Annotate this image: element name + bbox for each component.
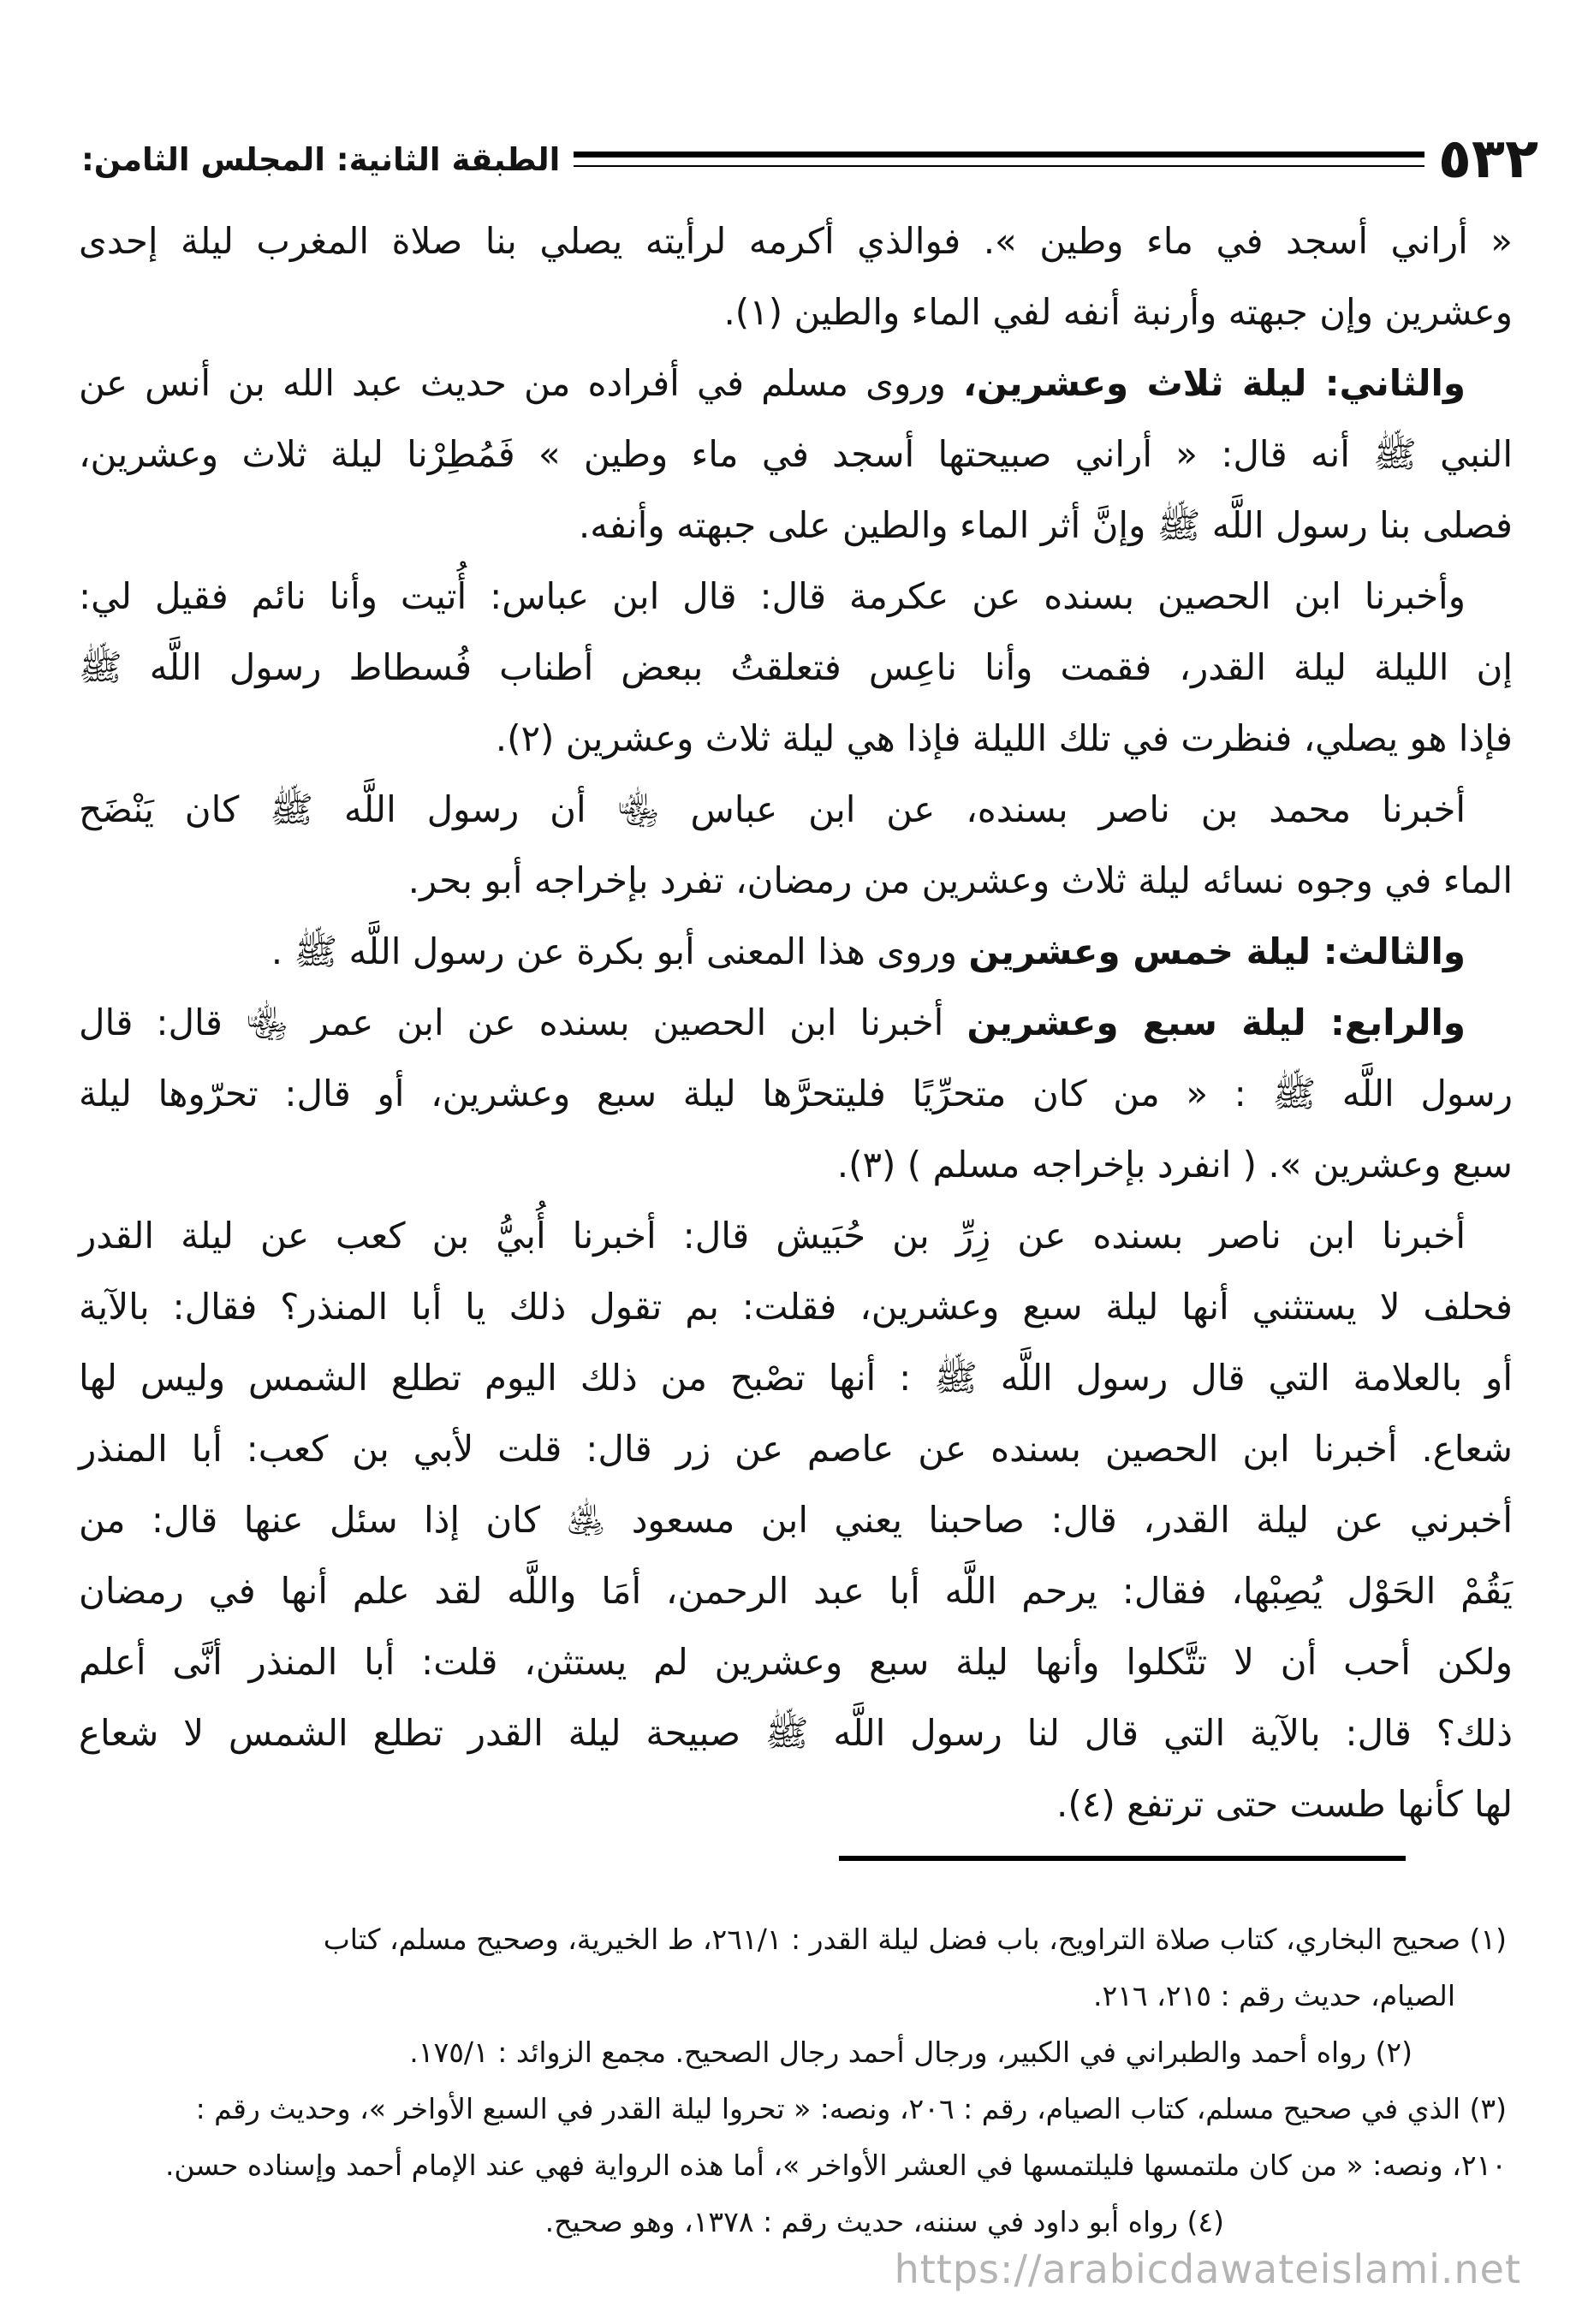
footnote-4-line-1: (٤) رواه أبو داود في سننه، حديث رقم : ١٣٧٨، وهو صحيح. — [544, 2205, 1224, 2238]
body-line-p7-l6 — [79, 1555, 1513, 1626]
text-segment: سبع وعشرين ». ( انفرد بإخراجه مسلم ) (٣). — [836, 1144, 1513, 1186]
page-number: ٥٣٢ — [1437, 128, 1538, 191]
text-segment: وأخبرنا ابن الحصين بسنده عن عكرمة قال: قال ابن عباس: أُتيت وأنا نائم فقيل لي: — [79, 575, 1466, 617]
body-line-p3-l1 — [79, 561, 1513, 632]
text-segment: فإذا هو يصلي، فنظرت في تلك الليلة فإذا هي ليلة ثلاث وعشرين (٢). — [495, 717, 1513, 759]
text-segment: أو بالعلامة التي قال رسول اللَّه ﷺ : أنها تصْبح من ذلك اليوم تطلع الشمس وليس لها — [79, 1357, 1513, 1399]
footnote-2-line-1: (٢) رواه أحمد والطبراني في الكبير، ورجال أحمد رجال الصحيح. مجمع الزوائد : ١٧٥/١. — [409, 2036, 1413, 2069]
body-line-p6-l2 — [79, 1058, 1513, 1129]
page-header — [81, 125, 1538, 193]
header-rule-thin — [574, 165, 1424, 167]
bold-lead-phrase: والثاني: ليلة ثلاث وعشرين، — [962, 362, 1466, 404]
body-line-p1-l2 — [79, 276, 1513, 348]
text-segment: « أراني أسجد في ماء وطين ». فوالذي أكرمه لرأيته يصلي بنا صلاة المغرب ليلة إحدى — [79, 220, 1513, 262]
text-segment: أخبرني عن ليلة القدر، قال: صاحبنا يعني ابن مسعود ﵁ كان إذا سئل عنها قال: من — [79, 1499, 1513, 1541]
footnote-3-line-2: ٢١٠، ونصه: « من كان ملتمسها فليلتمسها في العشر الأواخر »، أما هذه الرواية فهي عند الإمام أحمد وإسناده حسن. — [164, 2149, 1507, 2182]
text-segment: ولكن أحب أن لا تتَّكلوا وأنها ليلة سبع وعشرين لم يستثن، قلت: أبا المنذر أنَّى أعلم — [79, 1641, 1513, 1683]
text-segment: رسول اللَّه ﷺ : « من كان متحرِّيًا فليتحرَّها ليلة سبع وعشرين، أو قال: تحرّوها ليلة — [79, 1073, 1513, 1114]
body-line-p7-l4 — [79, 1413, 1513, 1484]
text-segment: وعشرين وإن جبهته وأرنبة أنفه لفي الماء والطين (١). — [723, 291, 1513, 333]
body-line-p2-l2 — [79, 419, 1513, 490]
text-segment: الماء في وجوه نسائه ليلة ثلاث وعشرين من رمضان، تفرد بإخراجه أبو بحر. — [407, 859, 1513, 901]
text-segment: لها كأنها طست حتى ترتفع (٤). — [1056, 1783, 1513, 1825]
footnotes — [47, 1911, 1507, 2250]
header-rule — [574, 152, 1424, 167]
text-segment: النبي ﷺ أنه قال: « أراني صبيحتها أسجد في ماء وطين » فَمُطِرْنا ليلة ثلاث وعشرين، — [79, 433, 1513, 475]
body-line-p3-l2 — [79, 632, 1513, 703]
body-line-p7-l7 — [79, 1626, 1513, 1697]
running-title: الطبقة الثانية: المجلس الثامن: — [81, 140, 561, 178]
bold-lead-phrase: والرابع: ليلة سبع وعشرين — [966, 1002, 1466, 1043]
body-line-p7-l3 — [79, 1342, 1513, 1413]
body-line-p7-l1 — [79, 1200, 1513, 1271]
watermark-url: https://arabicdawateislami.net — [894, 2246, 1521, 2292]
body-line-p4-l2 — [79, 845, 1513, 916]
footnote-1-line-1: (١) صحيح البخاري، كتاب صلاة التراويح، باب فضل ليلة القدر : ٢٦١/١، ط الخيرية، وصحيح مسلم، كتاب — [323, 1923, 1507, 1956]
text-segment: أخبرنا محمد بن ناصر بسنده، عن ابن عباس ﵄ أن رسول اللَّه ﷺ كان يَنْضَح — [79, 788, 1466, 830]
body-line-p5-l1 — [79, 916, 1513, 987]
text-segment: وروى هذا المعنى أبو بكرة عن رسول اللَّه ﷺ . — [271, 930, 969, 972]
text-segment: وروى مسلم في أفراده من حديث عبد الله بن أنس عن — [79, 362, 963, 404]
body-line-p7-l5 — [79, 1484, 1513, 1555]
body-line-p6-l3 — [79, 1129, 1513, 1200]
text-segment: شعاع. أخبرنا ابن الحصين بسنده عن عاصم عن زر قال: قلت لأبي بن كعب: أبا المنذر — [79, 1428, 1513, 1470]
body-line-p2-l3 — [79, 490, 1513, 561]
text-segment: فصلى بنا رسول اللَّه ﷺ وإنَّ أثر الماء والطين على جبهته وأنفه. — [578, 504, 1513, 546]
text-segment: إن الليلة ليلة القدر، فقمت وأنا ناعِس فتعلقتُ ببعض أطناب فُسطاط رسول اللَّه ﷺ — [79, 646, 1513, 688]
body-line-p6-l1 — [79, 987, 1513, 1058]
text-segment: فحلف لا يستثني أنها ليلة سبع وعشرين، فقلت: بم تقول ذلك يا أبا المنذر؟ فقال: بالآية — [79, 1286, 1513, 1328]
text-segment: أخبرنا ابن ناصر بسنده عن زِرِّ بن حُبَيش قال: أخبرنا أُبيُّ بن كعب عن ليلة القدر — [79, 1215, 1466, 1257]
text-segment: أخبرنا ابن الحصين بسنده عن ابن عمر ﵄ قال: قال — [79, 1002, 967, 1043]
body-line-p7-l2 — [79, 1271, 1513, 1342]
body-line-p7-l9 — [79, 1768, 1513, 1840]
bold-lead-phrase: والثالث: ليلة خمس وعشرين — [968, 930, 1466, 972]
text-segment: ذلك؟ قال: بالآية التي قال لنا رسول اللَّه ﷺ صبيحة ليلة القدر تطلع الشمس لا شعاع — [79, 1712, 1513, 1754]
body-line-p2-l1 — [79, 348, 1513, 419]
header-rule-thick — [574, 152, 1424, 158]
body-text — [79, 205, 1513, 1840]
footnote-3-line-1: (٣) الذي في صحيح مسلم، كتاب الصيام، رقم : ٢٠٦، ونصه: « تحروا ليلة القدر في السبع الأواخر »، وحديث رقم : — [195, 2092, 1507, 2125]
footnote-separator — [839, 1856, 1406, 1861]
body-line-p7-l8 — [79, 1697, 1513, 1768]
body-line-p1-l1 — [79, 205, 1513, 276]
footnote-1-line-2: الصيام، حديث رقم : ٢١٥، ٢١٦. — [1092, 1979, 1455, 2012]
text-segment: يَقُمْ الحَوْل يُصِبْها، فقال: يرحم اللَّه أبا عبد الرحمن، أمَا واللَّه لقد علم أنها في رمضان — [79, 1570, 1513, 1612]
body-line-p3-l3 — [79, 703, 1513, 774]
body-line-p4-l1 — [79, 774, 1513, 845]
